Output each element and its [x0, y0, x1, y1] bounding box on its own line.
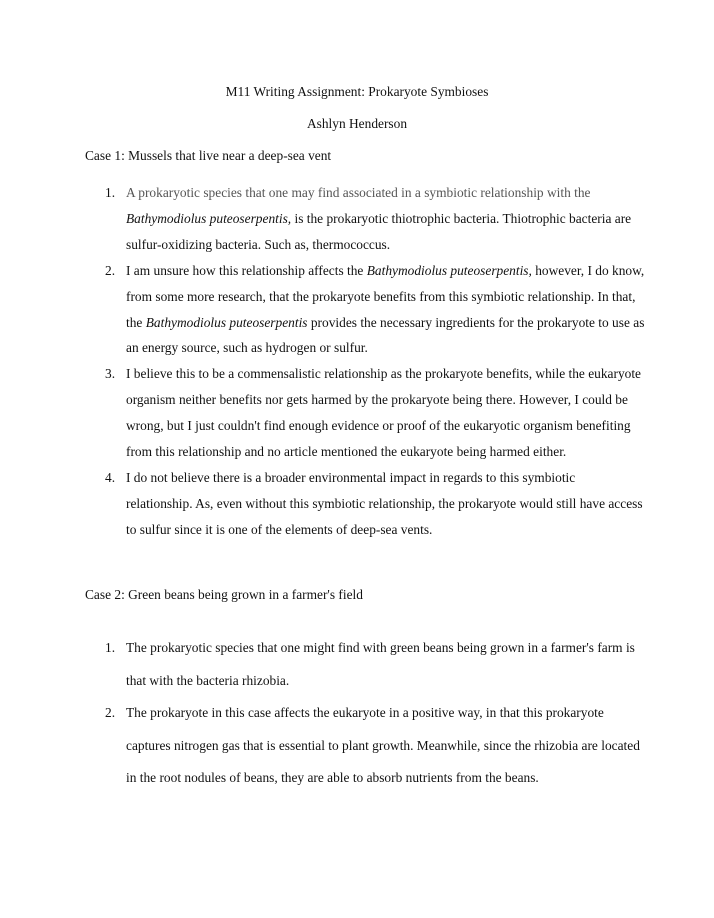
item-text: provides the necessary ingredients for the prokaryote to use as an energy source, such as hydrogen or sulfur. [126, 314, 645, 356]
case2-item-1 [85, 632, 645, 697]
item-text: The prokaryote in this case affects the eukaryote in a positive way, in that this prokaryote captures nitrogen gas that is essential to plant growth. Meanwhile, since the rhizobia are located in the root nodules of beans, they are able to absorb nutrients from the beans. [126, 705, 640, 785]
species-name: Bathymodiolus puteoserpentis [145, 314, 308, 330]
case2-list [85, 632, 645, 795]
item-text: I am unsure how this relationship affects the [126, 262, 367, 278]
case2-item-2 [85, 697, 645, 795]
list-number: 1. [105, 185, 116, 200]
species-name: Bathymodiolus puteoserpentis, [126, 210, 292, 226]
case1-item-1 [85, 180, 645, 258]
case2-heading: Case 2: Green beans being grown in a farmer's field [85, 587, 363, 602]
item-text: A prokaryotic species that one may find associated in a symbiotic relationship with the [126, 185, 591, 200]
list-number: 1. [105, 640, 116, 655]
list-number: 4. [105, 469, 116, 485]
document-title: M11 Writing Assignment: Prokaryote Symbioses [225, 84, 489, 99]
list-number: 2. [105, 705, 116, 720]
case1-item-4 [85, 465, 645, 543]
list-number: 2. [105, 262, 116, 278]
case1-item-2 [85, 258, 645, 362]
item-text: however, I do know, from some more research, that the prokaryote benefits from this symbiotic relationship. In that, the [126, 262, 645, 330]
species-name: Bathymodiolus puteoserpentis, [366, 262, 532, 278]
item-text: The prokaryotic species that one might find with green beans being grown in a farmer's farm is that with the bacteria rhizobia. [126, 640, 635, 688]
list-number: 3. [105, 366, 116, 382]
case1-list [85, 180, 645, 543]
item-text: I do not believe there is a broader environmental impact in regards to this symbiotic relationship. As, even without this symbiotic relationship, the prokaryote would still have access to sulfur since it is one of the elements of deep-sea vents. [126, 469, 643, 537]
item-text: I believe this to be a commensalistic relationship as the prokaryote benefits, while the eukaryote organism neither benefits nor gets harmed by the prokaryote being there. However, I could be wrong, but I just couldn't find enough evidence or proof of the eukaryotic organism benefiting from this relationship and no article mentioned the eukaryote being harmed either. [126, 366, 642, 460]
author-name: Ashlyn Henderson [306, 116, 408, 131]
case1-heading: Case 1: Mussels that live near a deep-sea vent [85, 148, 332, 163]
item-text: is the prokaryotic thiotrophic bacteria. Thiotrophic bacteria are sulfur-oxidizing bacteria. Such as, thermococcus. [126, 210, 632, 252]
case1-item-3 [85, 361, 645, 465]
